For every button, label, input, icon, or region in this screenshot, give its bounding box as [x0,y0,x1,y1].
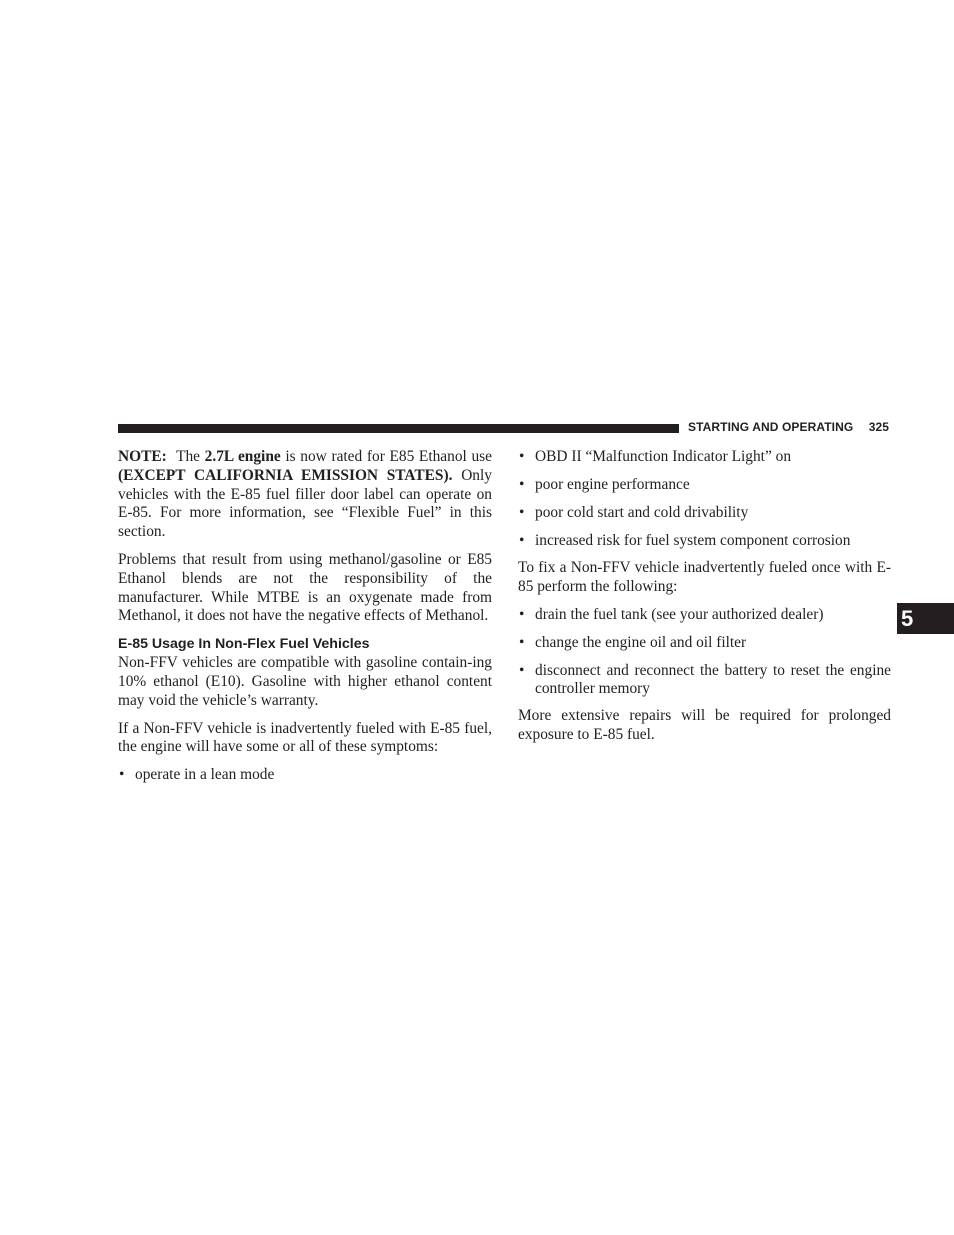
section-heading: E-85 Usage In Non-Flex Fuel Vehicles [118,636,370,653]
bullet-icon: • [519,531,525,549]
list-item-text: drain the fuel tank (see your authorized dealer) [535,605,824,623]
bullet-icon: • [519,605,525,623]
list-item-text: increased risk for fuel system component corrosion [535,531,851,549]
note-text-1: The [176,448,200,465]
bullet-icon: • [519,448,525,465]
list-item [518,662,891,700]
bullet-icon: • [519,661,525,679]
symptoms-list-right [518,448,891,551]
list-item [518,634,891,653]
closing-paragraph: More extensive repairs will be required for prolonged exposure to E-85 fuel. [518,707,891,744]
list-item-text: disconnect and reconnect the battery to reset the engine controller memory [535,661,891,698]
header-rule [118,424,679,433]
list-item-text: OBD II “Malfunction Indicator Light” on [535,448,792,465]
list-item [118,766,492,785]
note-label: NOTE: [118,448,167,465]
list-item-text: poor cold start and cold drivability [535,503,749,521]
note-emphasis: (EXCEPT CALIFORNIA EMISSION STATES). [118,466,453,484]
list-item [518,532,891,551]
compatible-paragraph: Non-FFV vehicles are compatible with gasoline contain-ing 10% ethanol (E10). Gasoline with higher ethanol content may void the vehicle’s warranty. [118,654,492,709]
bullet-icon: • [519,475,525,493]
list-item [518,606,891,625]
list-item-text: poor engine performance [535,475,690,493]
bullet-icon: • [119,766,125,784]
bullet-icon: • [519,503,525,521]
symptoms-intro: If a Non-FFV vehicle is inadvertently fueled with E-85 fuel, the engine will have some or all of these symptoms: [118,719,492,756]
note-engine: 2.7L engine [204,448,281,465]
page-number: 325 [868,420,890,434]
bullet-icon: • [519,633,525,651]
symptoms-list-left [118,766,492,785]
chapter-tab [897,603,954,634]
problems-paragraph: Problems that result from using methanol/gasoline or E85 Ethanol blends are not the responsibility of the manufacturer. While MTBE is an oxygenate made from Methanol, it does not have the negative effects of Methanol. [118,550,492,625]
list-item [518,476,891,495]
note-paragraph [118,448,492,542]
note-text-2: is now rated for E85 Ethanol use [285,448,492,465]
section-title: STARTING AND OPERATING [688,420,854,434]
chapter-number: 5 [901,606,914,631]
list-item-text: change the engine oil and oil filter [535,633,747,651]
list-item-text: operate in a lean mode [135,766,275,784]
right-column [518,448,891,754]
running-header [688,420,889,434]
note-text-3: Only vehicles with the E-85 fuel filler door label can operate on E-85. For more information, see “Flexible Fuel” in this section. [118,466,492,541]
fix-steps-list [518,606,891,700]
list-item [518,448,891,467]
fix-intro: To fix a Non-FFV vehicle inadvertently fueled once with E-85 perform the following: [518,558,891,595]
list-item [518,504,891,523]
left-column [118,448,492,794]
